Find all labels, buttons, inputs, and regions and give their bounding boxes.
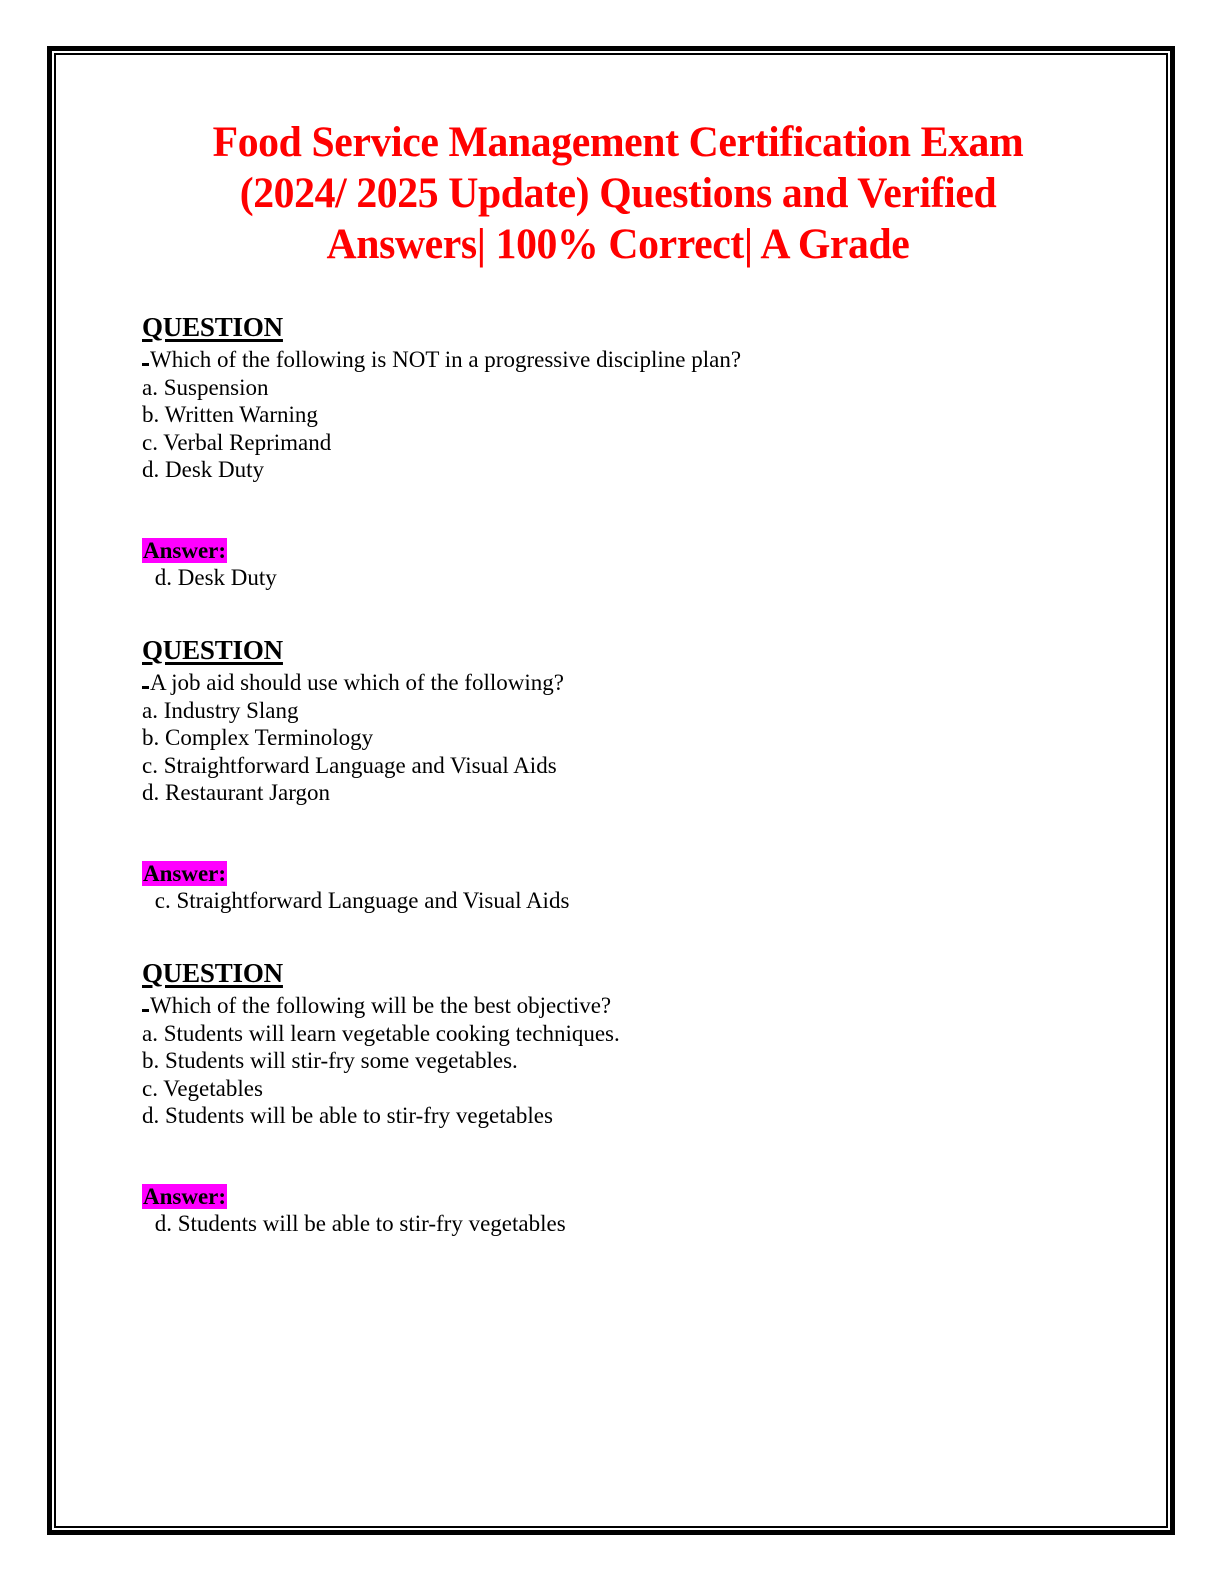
page-border-inner (54, 53, 1168, 1528)
answer-text: d. Desk Duty (149, 564, 277, 590)
option-b: b. Students will stir-fry some vegetables. (142, 1048, 518, 1073)
answer-text: d. Students will be able to stir-fry vegetables (149, 1210, 566, 1236)
question-stem (142, 669, 1094, 697)
option-d: d. Students will be able to stir-fry vegetables (142, 1103, 553, 1128)
leading-dash-mark (142, 1009, 149, 1012)
qa-block-1 (142, 312, 1094, 591)
document-body (56, 55, 1166, 1526)
answer-block (142, 1184, 1094, 1238)
option-b: b. Complex Terminology (142, 725, 374, 750)
option-d: d. Desk Duty (142, 457, 265, 482)
question-heading: QUESTION (142, 958, 283, 988)
option-b: b. Written Warning (142, 402, 318, 427)
page-border-outer (47, 46, 1175, 1535)
question-list (142, 312, 1094, 1237)
option-c: c. Straightforward Language and Visual Aids (142, 752, 557, 778)
question-stem (142, 992, 1094, 1020)
leading-dash-mark (142, 363, 149, 366)
question-stem-text: Which of the following is NOT in a progressive discipline plan? (150, 347, 742, 372)
page-title: Food Service Management Certification Exam (2024/ 2025 Update) Questions and Verified Answers| 100% Correct| A Grade (212, 119, 1024, 268)
option-c: c. Verbal Reprimand (142, 429, 332, 455)
question-stem-text: Which of the following will be the best objective? (150, 993, 612, 1018)
option-a: a. Suspension (142, 374, 269, 400)
qa-block-2 (142, 635, 1094, 914)
leading-dash-mark (142, 686, 149, 689)
option-list (142, 1020, 1094, 1130)
answer-text: c. Straightforward Language and Visual Aids (149, 887, 570, 913)
option-list (142, 697, 1094, 807)
question-heading: QUESTION (142, 635, 283, 665)
answer-label: Answer: (143, 1183, 227, 1209)
question-heading: QUESTION (142, 312, 283, 342)
option-a: a. Industry Slang (142, 697, 299, 723)
question-stem (142, 346, 1094, 374)
option-d: d. Restaurant Jargon (142, 780, 331, 805)
answer-block (142, 861, 1094, 915)
option-list (142, 374, 1094, 484)
option-c: c. Vegetables (142, 1075, 263, 1101)
answer-label: Answer: (143, 537, 227, 563)
answer-label: Answer: (143, 860, 227, 886)
question-stem-text: A job aid should use which of the following? (150, 670, 564, 695)
qa-block-3 (142, 958, 1094, 1237)
answer-block (142, 538, 1094, 592)
option-a: a. Students will learn vegetable cooking techniques. (142, 1020, 620, 1046)
